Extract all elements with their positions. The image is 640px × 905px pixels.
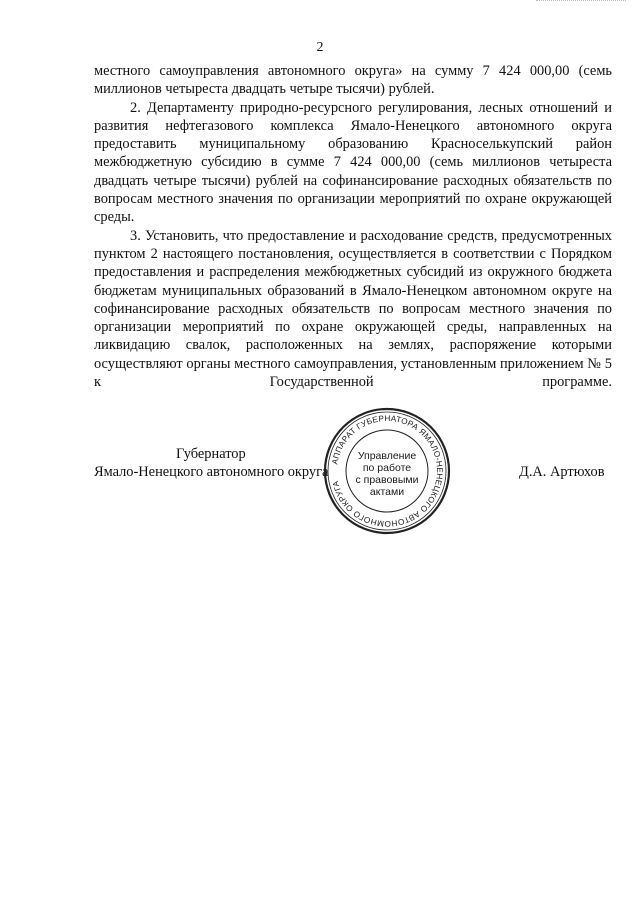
document-body [94, 62, 612, 391]
page-number: 2 [316, 40, 324, 55]
scan-artifact [536, 0, 626, 7]
stamp-line-2: по работе [362, 462, 412, 474]
paragraph-2: 2. Департаменту природно-ресурсного регулирования, лесных отношений и развития нефтегазового комплекса Ямало-Ненецкого автономного округа предоставить муниципальному образованию Красноселькупский район межбюджетную субсидию в сумме 7 424 000,00 (семь миллионов четыреста двадцать четыре тысячи) рублей на софинансирование расходных обязательств по вопросам местного значения по организации мероприятий по охране окружающей среды. [94, 99, 612, 226]
paragraph-3: 3. Установить, что предоставление и расходование средств, предусмотренных пунктом 2 настоящего постановления, осуществляется в соответствии с Порядком предоставления и распределения межбюджетных субсидий из окружного бюджета бюджетам муниципальных образований в Ямало-Ненецком автономном округе на софинансирование расходных обязательств по вопросам местного значения по организации мероприятий по охране окружающей среды, направленных на ликвидацию свалок, расположенных на землях, распоряжение которыми осуществляют органы местного самоуправления, установленным приложением № 5 к Государственной программе. [94, 227, 612, 391]
stamp-line-3: с правовыми [355, 474, 419, 486]
signature-region: Ямало-Ненецкого автономного округа [94, 464, 329, 480]
stamp-center-text [345, 450, 429, 498]
signature-name: Д.А. Артюхов [519, 464, 605, 480]
paragraph-continuation: местного самоуправления автономного округа» на сумму 7 424 000,00 (семь миллионов четыреста двадцать четыре тысячи) рублей. [94, 63, 612, 98]
stamp-line-4: актами [369, 486, 405, 498]
signature-title: Губернатор [176, 446, 246, 462]
stamp-ring-text: АППАРАТ ГУБЕРНАТОРА ЯМАЛО-НЕНЕЦКОГО АВТОНОМНОГО ОКРУГА [330, 413, 445, 529]
stamp-line-1: Управление [357, 450, 417, 462]
